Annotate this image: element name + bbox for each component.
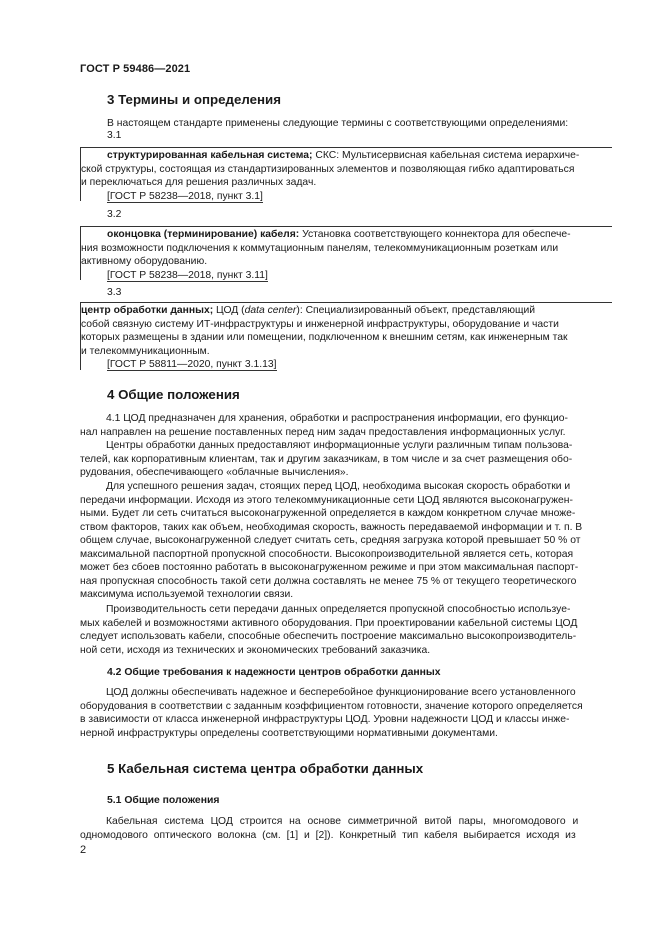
term-3-1-line2: ской структуры, состоящая из стандартизированных элементов и позволяющая гибко адаптироваться	[81, 163, 575, 175]
term-3-1-line1	[81, 149, 612, 163]
term-number-3-3: 3.3	[107, 287, 122, 298]
s4-p3-line: ными. Будет ли сеть считаться высоконагруженной определяется в каждом конкретном случае множе-	[80, 508, 576, 520]
term-3-2-line3: активному оборудованию.	[81, 256, 208, 268]
term-block-3-1	[80, 147, 612, 201]
s4-p1-line: нал направлен на решение поставленных перед ним задач предоставления информационных услуг.	[80, 426, 566, 438]
section-4-paragraph-3	[80, 480, 611, 602]
term-3-1-line3: и переключаться для решения различных задач.	[81, 177, 317, 189]
term-number-3-1: 3.1	[107, 130, 122, 141]
s4-p2-line: рудования, обеспечивающего «облачные вычисления».	[80, 467, 349, 479]
s4-p2-line: телей, как корпоративным клиентам, так и другим заказчикам, в том числе и за счет размещения обо-	[80, 453, 573, 465]
s4-p4-line: следует использовать кабели, способные обеспечить построение максимально высокопроизводитель-	[80, 631, 577, 643]
term-3-2-def-start: Установка соответствующего коннектора для обеспече-	[299, 229, 571, 240]
section-3-title: 3 Термины и определения	[107, 92, 281, 107]
section-3-intro: В настоящем стандарте применены следующие термины с соответствующими определениями:	[107, 118, 569, 129]
term-block-3-3	[80, 302, 612, 370]
term-3-1-def-start: СКС: Мультисервисная кабельная система иерархиче-	[312, 150, 580, 161]
section-4-paragraph-2	[80, 439, 611, 480]
term-3-2-line1	[81, 228, 612, 242]
s4-p5-line: в зависимости от класса инженерной инфраструктуры ЦОД. Уровни надежности ЦОД и классы инже-	[80, 714, 570, 726]
term-block-3-2	[80, 226, 612, 280]
s5-p1-line: одномодового оптического волокна (см. [1] и [2]). Конкретный тип кабеля выбирается исходя из	[80, 829, 576, 841]
term-3-3-source-text: [ГОСТ Р 58811—2020, пункт 3.1.13]	[107, 359, 277, 371]
section-4-paragraph-5	[80, 686, 611, 740]
s4-p5-line: ЦОД должны обеспечивать надежное и бесперебойное функционирование всего установленного	[106, 687, 576, 698]
term-3-2-line2: ния возможности подключения к коммутационным панелям, телекоммуникационным розеткам или	[81, 242, 559, 254]
s4-p3-line: ная пропускная способность такой сети должна составлять не менее 75 % от текущего теоретического	[80, 575, 577, 587]
s4-p4-line: мых кабелей и возможностями активного оборудования. При проектировании кабельной системы ЦОД	[80, 617, 578, 629]
section-5-paragraph-1	[80, 815, 611, 842]
subsection-5-1-title: 5.1 Общие положения	[107, 795, 220, 806]
s4-p1-line: 4.1 ЦОД предназначен для хранения, обработки и распространения информации, его функцио-	[106, 413, 568, 424]
s4-p5-line: нерной инфраструктуры определены соответствующими нормативными документами.	[80, 727, 498, 739]
term-3-1-name: структурированная кабельная система;	[107, 150, 313, 161]
term-3-3-def-b: ): Специализированный объект, представляющий	[296, 305, 536, 316]
term-3-3-name: центр обработки данных;	[81, 305, 214, 316]
s4-p3-line: передачи информации. Исходя из этого телекоммуникационные сети ЦОД являются высоконагружен-	[80, 494, 573, 506]
section-5-title: 5 Кабельная система центра обработки данных	[107, 761, 424, 776]
page-number: 2	[80, 844, 87, 856]
s4-p3-line: максимальной паспортной пропускной способности. Высокопроизводительной является сеть, которая	[80, 548, 574, 560]
s4-p5-line: оборудования в соответствии с заданным коэффициентом готовности, значение которого определяется	[80, 700, 583, 712]
section-4-paragraph-1	[80, 412, 611, 439]
s4-p3-line: общем случае, высоконагруженной следует считать сеть, средняя загрузка которой превышает 50 % от	[80, 535, 581, 547]
term-3-3-def-italic: data center	[244, 305, 297, 316]
s5-p1-line: Кабельная система ЦОД строится на основе симметричной витой пары, многомодового и	[106, 816, 579, 827]
s4-p3-line: Для успешного решения задач, стоящих перед ЦОД, необходима высокая скорость обработки и	[106, 481, 571, 492]
term-3-2-source-text: [ГОСТ Р 58238—2018, пункт 3.11]	[107, 269, 268, 281]
s4-p3-line: максимума используемой технологии связи.	[80, 589, 294, 601]
document-header: ГОСТ Р 59486—2021	[80, 63, 191, 75]
term-3-3-def-a: ЦОД (	[213, 305, 245, 316]
term-3-3-line3: которых размещены в здании или помещении, подключенном к внешним сетям, как инженерным так	[81, 332, 568, 344]
section-4-paragraph-4	[80, 603, 611, 657]
s4-p3-line: может без сбоев постоянно работать в высоконагруженном режиме и при этом максимальная паспорт-	[80, 562, 579, 574]
section-4-title: 4 Общие положения	[107, 387, 240, 402]
term-3-3-line2: собой связную систему ИТ-инфраструктуры и инженерной инфраструктуры, оборудование и части	[81, 318, 559, 330]
term-3-1-source	[81, 190, 612, 204]
term-3-3-line1	[81, 304, 612, 318]
s4-p4-line: ной сети, исходя из технических и экономических требований заказчика.	[80, 644, 431, 656]
s4-p3-line: ством факторов, таких как объем, необходимая скорость, важность передаваемой информации и т. п. В	[80, 521, 583, 533]
term-3-1-source-text: [ГОСТ Р 58238—2018, пункт 3.1]	[107, 190, 263, 202]
term-3-3-source	[81, 358, 612, 372]
term-3-2-source	[81, 269, 612, 283]
s4-p4-line: Производительность сети передачи данных определяется пропускной способностью используе-	[106, 604, 571, 615]
s4-p2-line: Центры обработки данных предоставляют информационные услуги различным типам пользова-	[106, 440, 573, 451]
subsection-4-2-title: 4.2 Общие требования к надежности центров обработки данных	[107, 667, 441, 678]
term-3-2-name: оконцовка (терминирование) кабеля:	[107, 229, 300, 240]
term-number-3-2: 3.2	[107, 209, 122, 220]
term-3-3-line4: и телекоммуникационным.	[81, 345, 210, 357]
